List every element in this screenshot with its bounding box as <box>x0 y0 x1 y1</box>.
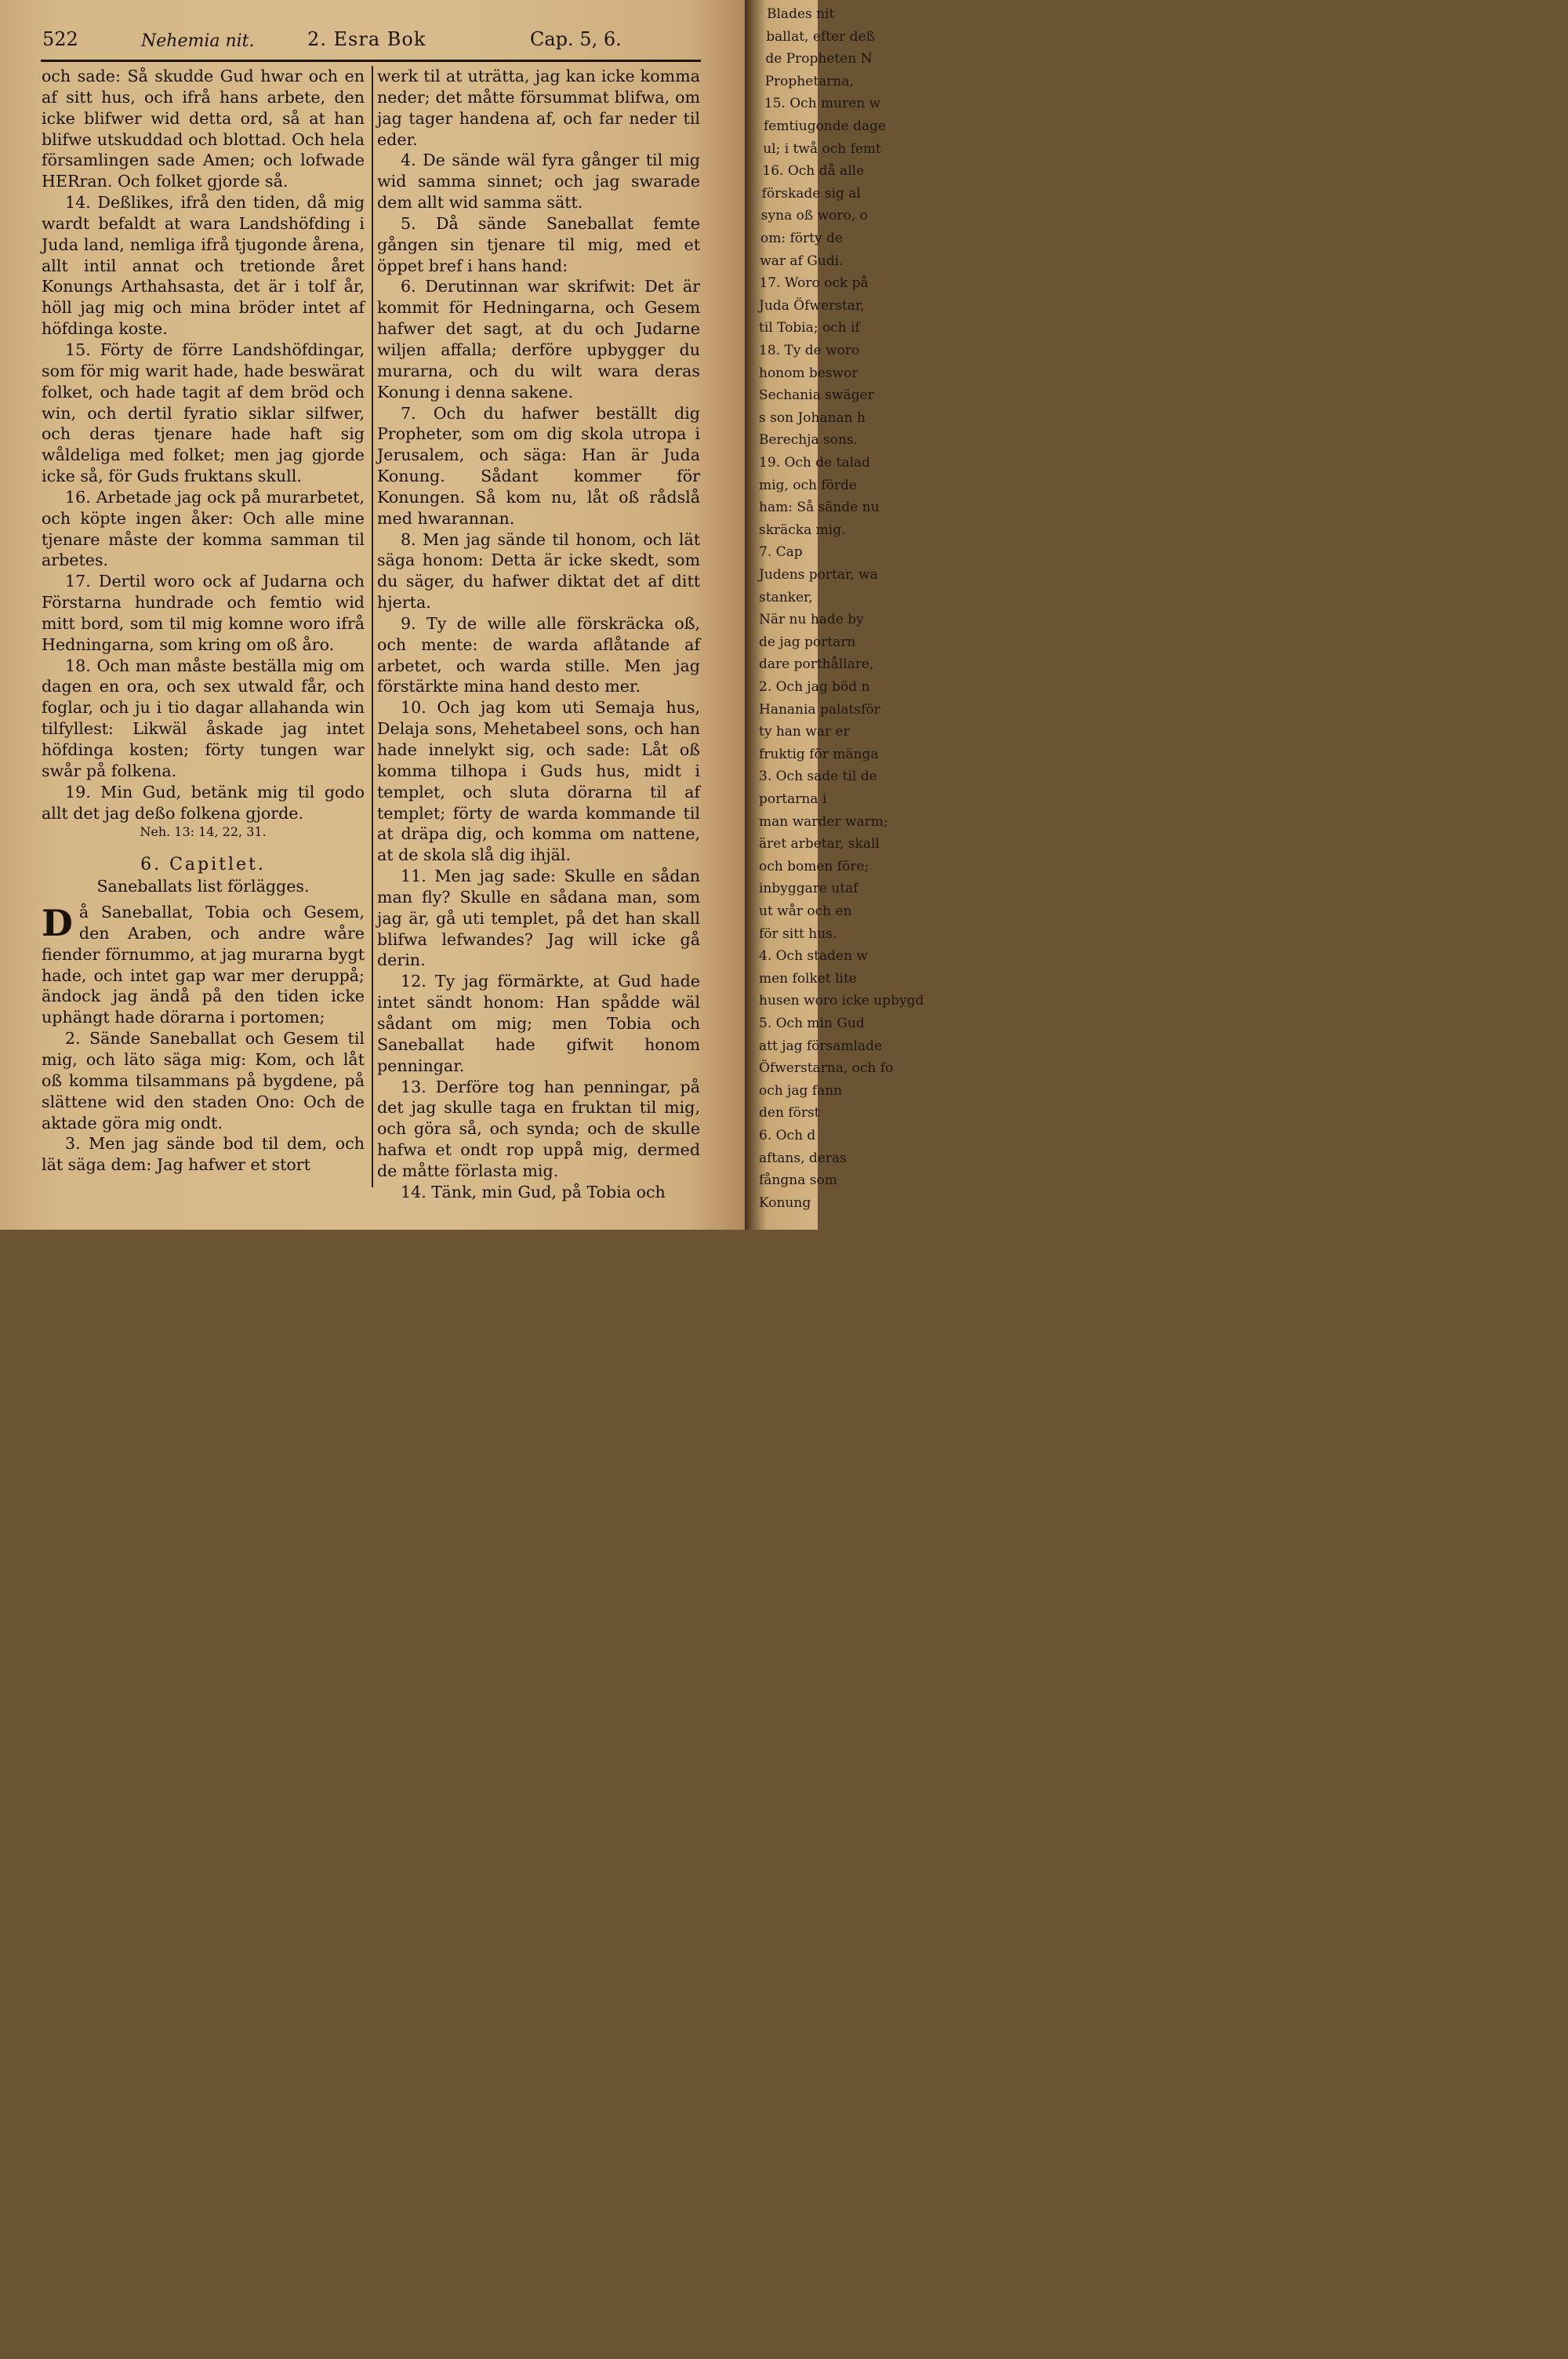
next-page-line: dare porthållare, <box>759 656 874 673</box>
next-page-line: att jag församlade <box>759 1038 883 1054</box>
verse-paragraph: 14. Deßlikes, ifrå den tiden, då mig wardt befaldt at wara Landshöfding i Juda land, nemliga ifrå tjugonde årena, allt intil annat och tretionde året Konungs Arthahsasta, det är i tolf år, höll jag mig och mina bröder intet af höfdinga koste. <box>42 193 365 339</box>
next-page-line: inbyggare utaf <box>759 881 858 897</box>
verse-paragraph: 12. Ty jag förmärkte, at Gud hade intet sändt honom: Han spådde wäl sådant om mig; men Tobia och Saneballat hade gifwit honom penningar. <box>377 972 700 1075</box>
verse-paragraph: 11. Men jag sade: Skulle en sådan man fly? Skulle en sådana man, som jag är, gå uti templet, på det han skall blifwa lefwandes? Jag will icke gå derin. <box>377 867 700 970</box>
opening-text: å Saneballat, Tobia och Gesem, den Araben, och andre wåre fiender förnummo, at jag murarna bygt hade, och intet gap war mer deruppå; ändock jag ändå på den tiden icke uphängt hade dörarna i portomen; <box>42 903 365 1027</box>
next-page-line: 7. Cap <box>759 544 803 561</box>
verse-paragraph: 5. Då sände Saneballat femte gången sin tjenare til mig, med et öppet bref i hans hand: <box>377 213 700 275</box>
next-page-line: och bomen före; <box>759 858 869 874</box>
running-title-chapter: Cap. 5, 6. <box>530 28 622 50</box>
verse-paragraph: 18. Och man måste beställa mig om dagen en ora, och sex utwald får, och foglar, och ju i tio dagar allahanda win tilfyllest: Likwäl åskade jag intet höfdinga kosten; förty tungen war swår på folkena. <box>42 656 365 780</box>
verse-paragraph: 8. Men jag sände til honom, och lät säga honom: Detta är icke skedt, som du säger, du hafwer diktat det af ditt hjerta. <box>377 529 700 612</box>
verse-paragraph: 16. Arbetade jag ock på murarbetet, och köpte ingen åker: Och alle mine tjenare måste der komma samman til arbetes. <box>42 487 365 570</box>
next-page-line: 4. Och staden w <box>759 948 868 965</box>
verse-paragraph: 3. Men jag sände bod til dem, och lät säga dem: Jag hafwer et stort <box>42 1134 365 1175</box>
next-page-line: mig, och förde <box>759 477 857 493</box>
next-page-line: ham: Så sände nu <box>759 500 880 516</box>
next-page-line: aftans, deras <box>759 1150 847 1166</box>
next-page-line: husen woro icke upbygd <box>759 993 924 1009</box>
next-page-line: 5. Och min Gud <box>759 1016 865 1031</box>
verse-paragraph: 7. Och du hafwer beställt dig Propheter, som om dig skola utropa i Jerusalem, och säga: Han är Juda Konung. Sådant kommer för Konungen. Så kom nu, låt oß rådslå med hwarannan. <box>377 403 700 528</box>
verse-paragraph: 19. Min Gud, betänk mig til godo allt det jag deßo folkena gjorde. <box>42 782 365 823</box>
next-page-line: Sechania swäger <box>759 387 874 404</box>
next-page-line: Juda Öfwerstar, <box>759 297 865 314</box>
page-number: 522 <box>42 28 78 50</box>
next-page-line: portarna i <box>759 791 827 807</box>
verse-paragraph: 10. Och jag kom uti Semaja hus, Delaja sons, Mehetabeel sons, och han hade innelykt sig, och sade: Låt oß komma tilhopa i Guds hus, midt i templet, och sluta dörarna til af templet; förty de warda kommande til at dräpa dig, och komma om nattene, at de skola slå dig ihjäl. <box>377 698 700 865</box>
next-page-line: ul; i twå och femt <box>763 140 881 157</box>
next-page-line: 2. Och jag böd n <box>759 679 870 695</box>
next-page-line: 17. Woro ock på <box>759 275 869 292</box>
verse-paragraph: 17. Dertil woro ock af Judarna och Förstarna hundrade och femtio wid mitt bord, som til mig komne woro ifrå Hedningarna, som kring om oß åro. <box>42 572 365 654</box>
verse-paragraph: 2. Sände Saneballat och Gesem til mig, och läto säga mig: Kom, och låt oß komma tilsammans på bygdene, på slättene wid den staden Ono: Och de aktade göra mig ondt. <box>42 1029 365 1132</box>
chapter-opening <box>42 902 365 1028</box>
next-page-line: de Propheten N <box>765 51 873 67</box>
next-page-line: den först <box>759 1105 820 1121</box>
verse-paragraph: 4. De sände wäl fyra gånger til mig wid samma sinnet; och jag swarade dem allt wid samma sätt. <box>377 151 700 213</box>
next-page-line: om: förty de <box>760 231 843 246</box>
running-title-book: 2. Esra Bok <box>307 28 426 50</box>
verse-paragraph: 13. Derföre tog han penningar, på det jag skulle taga en fruktan til mig, och göra så, och synda; och de skulle hafwa et ondt rop uppå mig, dermed de måtte förlasta mig. <box>377 1077 700 1180</box>
next-page-line: fruktig för mänga <box>759 746 879 762</box>
next-page-line: Prophetarna, <box>764 73 854 89</box>
next-page-line: 6. Och d <box>759 1128 816 1143</box>
next-page-edge <box>745 0 924 1230</box>
chapter-subtitle: Saneballats list förlägges. <box>96 877 310 896</box>
verse-paragraph: 14. Tänk, min Gud, på Tobia och <box>401 1182 666 1201</box>
next-page-line: och jag fann <box>759 1082 843 1099</box>
next-page-line: 16. Och då alle <box>762 163 865 180</box>
next-page-line: Konung <box>759 1194 811 1211</box>
next-page-line: honom beswor <box>759 365 858 381</box>
next-page-line: ut wår och en <box>759 903 852 919</box>
header-rule <box>41 60 701 62</box>
next-page-line: fångna som <box>759 1172 837 1189</box>
next-page-line: 15. Och muren w <box>764 96 881 112</box>
next-page-line: äret arbetar, skall <box>759 836 880 852</box>
next-page-line: s son Johanan h <box>759 409 866 426</box>
verse-paragraph: 15. Förty de förre Landshöfdingar, som för mig warit hade, hade beswärat folket, och hade tagit af dem bröd och win, och dertil fyratio siklar silfwer, och deras tjenare hade haft sig wåldeliga med folket; men jag gjorde icke så, för Guds fruktans skull. <box>42 340 365 486</box>
drop-cap: D <box>42 902 73 945</box>
next-page-line: för sitt hus. <box>759 925 837 942</box>
next-page-line: 3. Och sade til de <box>759 769 877 785</box>
next-page-line: ty han war er <box>759 724 850 740</box>
next-page-line: man warder warm; <box>759 813 888 830</box>
next-page-line: Blades nit <box>767 6 835 22</box>
next-page-line: 18. Ty de woro <box>759 343 860 358</box>
next-page-line: Hanania palatsför <box>759 701 880 718</box>
next-page-line: Öfwerstarna, och fo <box>759 1060 894 1077</box>
right-column <box>377 66 700 1203</box>
verse-paragraph: och sade: Så skudde Gud hwar och en af sitt hus, och ifrå hans arbete, den icke blifwer wid detta ord, så at han blifwe utskuddad och blottad. Och hela församlingen sade Amen; och lofwade HERran. Och folket gjorde så. <box>42 67 365 191</box>
next-page-line: skräcka mig. <box>759 522 846 538</box>
cross-reference: Neh. 13: 14, 22, 31. <box>140 824 267 840</box>
next-page-line: Judens portar, wa <box>759 567 878 583</box>
next-page-line: de jag portarn <box>759 634 856 650</box>
next-page-line: stanker, <box>759 589 813 605</box>
next-page-line: men folket lite <box>759 970 857 987</box>
next-page-line: ballat, efter deß <box>766 28 875 45</box>
next-page-line: femtiugonde dage <box>764 118 887 134</box>
left-column <box>42 66 365 1176</box>
next-page-line: Berechja sons. <box>759 432 858 449</box>
verse-paragraph: 6. Derutinnan war skrifwit: Det är kommit för Hedningarna, och Gesem hafwer det sagt, at du och Judarne wiljen affalla; derföre upbygger du murarna, och du wilt wara deras Konung i denna sakene. <box>377 277 700 402</box>
next-page-line: När nu hade by <box>759 612 864 628</box>
book-page <box>0 0 745 1230</box>
next-page-line: 19. Och de talad <box>759 455 871 471</box>
verse-paragraph: werk til at uträtta, jag kan icke komma neder; det måtte försummat blifwa, om jag tager handena af, och far neder til eder. <box>377 67 700 149</box>
next-page-line: war af Gudi. <box>760 253 844 269</box>
next-page-line: syna oß woro, o <box>760 208 868 224</box>
column-divider <box>372 66 373 1187</box>
next-page-line: til Tobia; och if <box>759 320 860 336</box>
next-page-line: förskade sig al <box>761 185 861 202</box>
chapter-heading: 6. Capitlet. <box>140 855 266 875</box>
verse-paragraph: 9. Ty de wille alle förskräcka oß, och mente: de warda aflåtande af arbetet, och warda stille. Men jag förstärkte mina hand desto mer. <box>377 613 700 696</box>
running-title-left: Nehemia nit. <box>141 31 255 51</box>
